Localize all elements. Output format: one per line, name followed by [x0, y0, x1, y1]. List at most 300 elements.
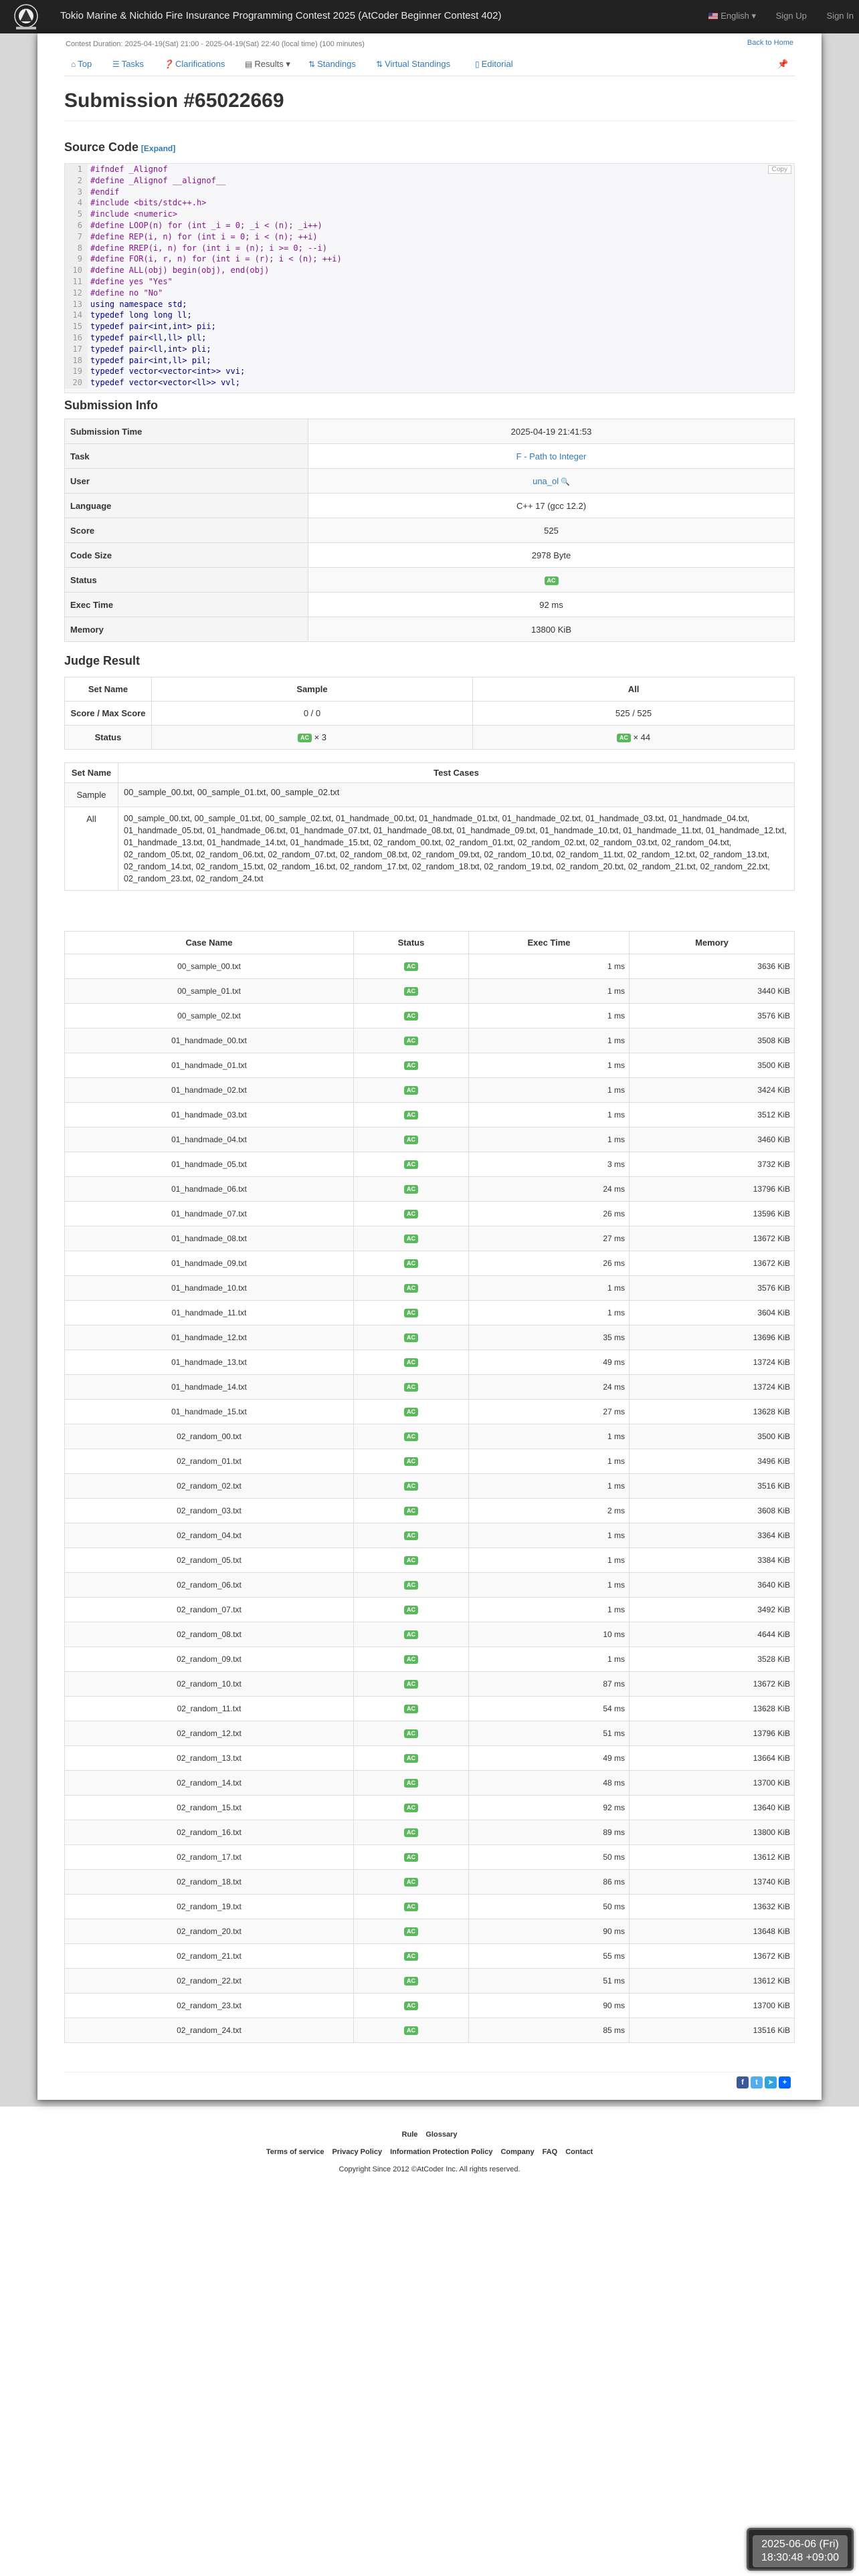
- case-name: 01_handmade_01.txt: [65, 1053, 354, 1078]
- case-exec-time: 50 ms: [469, 1845, 630, 1870]
- case-exec-time: 1 ms: [469, 1424, 630, 1449]
- code-text: typedef vector<vector<int>> vvi;: [90, 366, 246, 377]
- code-text: typedef long long ll;: [90, 310, 192, 320]
- info-value: [308, 419, 795, 444]
- telegram-share-icon[interactable]: ➤: [765, 2076, 777, 2088]
- status-badge: AC: [404, 1185, 418, 1194]
- pin-icon[interactable]: 📌: [777, 59, 789, 69]
- code-line: [65, 332, 794, 344]
- sign-in-link[interactable]: Sign In: [826, 11, 854, 21]
- table-row: [65, 1004, 795, 1029]
- info-key: Task: [65, 444, 308, 469]
- table-row: [65, 1548, 795, 1573]
- table-row: [65, 1103, 795, 1128]
- code-text: #define LOOP(n) for (int _i = 0; _i < (n); _i++): [90, 220, 322, 230]
- case-memory: 13632 KiB: [630, 1895, 795, 1919]
- case-status: [354, 1029, 469, 1053]
- table-row: [65, 1350, 795, 1375]
- line-number: 1: [65, 164, 88, 175]
- tab-tasks[interactable]: ☰ Tasks: [112, 59, 144, 69]
- info-value: [308, 593, 795, 617]
- case-name: 00_sample_00.txt: [65, 954, 354, 979]
- code-line: [65, 175, 794, 187]
- status-badge: AC: [404, 1383, 418, 1392]
- clock-date: 2025-06-06 (Fri): [761, 2539, 839, 2550]
- case-name: 01_handmade_05.txt: [65, 1152, 354, 1177]
- case-memory: 3576 KiB: [630, 1276, 795, 1301]
- footer-link[interactable]: Company: [500, 2148, 535, 2156]
- table-row: [65, 1820, 795, 1845]
- case-memory: 13796 KiB: [630, 1721, 795, 1746]
- case-status: [354, 1350, 469, 1375]
- case-name: 02_random_07.txt: [65, 1598, 354, 1622]
- case-status: [354, 1845, 469, 1870]
- col-set-name: Set Name: [65, 763, 118, 783]
- status-badge: AC: [404, 1136, 418, 1144]
- status-badge: AC: [404, 1457, 418, 1466]
- status-badge: AC: [404, 1878, 418, 1887]
- status-badge: AC: [404, 1235, 418, 1243]
- case-exec-time: 55 ms: [469, 1944, 630, 1969]
- code-text: #endif: [90, 187, 120, 197]
- line-number: 20: [65, 377, 88, 389]
- results-icon: ▤: [245, 60, 253, 69]
- table-row: [65, 1672, 795, 1697]
- table-row: [65, 1325, 795, 1350]
- table-row: [65, 1128, 795, 1152]
- page-title: Submission #65022669: [64, 90, 284, 112]
- status-badge: AC: [404, 1358, 418, 1367]
- case-name: 00_sample_01.txt: [65, 979, 354, 1004]
- code-line: [65, 243, 794, 254]
- facebook-share-icon[interactable]: f: [737, 2076, 749, 2088]
- table-row: [65, 1746, 795, 1771]
- case-name: 02_random_21.txt: [65, 1944, 354, 1969]
- status-badge: AC: [404, 1754, 418, 1763]
- col-sample: Sample: [152, 677, 473, 702]
- info-value-text: 92 ms: [539, 599, 563, 610]
- case-memory: 13740 KiB: [630, 1870, 795, 1895]
- tab-virtual-standings[interactable]: ⇅ Virtual Standings: [376, 59, 451, 69]
- table-row: [65, 1474, 795, 1499]
- code-line: [65, 276, 794, 288]
- case-memory: 3492 KiB: [630, 1598, 795, 1622]
- status-badge: AC: [404, 1828, 418, 1837]
- code-text: #include <bits/stdc++.h>: [90, 198, 207, 208]
- case-status: [354, 1424, 469, 1449]
- table-row: [65, 1449, 795, 1474]
- case-status: [354, 1449, 469, 1474]
- line-number: 16: [65, 332, 88, 344]
- status-badge: AC: [404, 1977, 418, 1985]
- case-memory: 3384 KiB: [630, 1548, 795, 1573]
- case-status: [354, 1895, 469, 1919]
- clock-widget: [747, 2528, 854, 2571]
- line-number: 18: [65, 355, 88, 366]
- footer-link[interactable]: Contact: [565, 2148, 593, 2156]
- twitter-share-icon[interactable]: t: [751, 2076, 763, 2088]
- code-text: #define _Alignof __alignof__: [90, 175, 226, 185]
- case-name: 02_random_18.txt: [65, 1870, 354, 1895]
- col-all: All: [473, 677, 795, 702]
- info-value: [308, 568, 795, 593]
- expand-button[interactable]: [Expand]: [140, 144, 176, 153]
- code-line: [65, 377, 794, 389]
- case-name: 02_random_02.txt: [65, 1474, 354, 1499]
- case-name: 02_random_23.txt: [65, 1994, 354, 2018]
- source-code-block[interactable]: [64, 163, 795, 393]
- code-line: [65, 253, 794, 265]
- case-exec-time: 26 ms: [469, 1251, 630, 1276]
- footer-link[interactable]: Information Protection Policy: [390, 2148, 493, 2156]
- case-status: [354, 1103, 469, 1128]
- tab-top[interactable]: ⌂ Top: [71, 59, 92, 69]
- info-value-text: 2978 Byte: [531, 550, 571, 560]
- case-status: [354, 1672, 469, 1697]
- table-row: [65, 1202, 795, 1226]
- info-row: [65, 419, 795, 444]
- case-name: 02_random_19.txt: [65, 1895, 354, 1919]
- case-name: 01_handmade_03.txt: [65, 1103, 354, 1128]
- case-name: 02_random_01.txt: [65, 1449, 354, 1474]
- case-name: 02_random_08.txt: [65, 1622, 354, 1647]
- code-text: #include <numeric>: [90, 209, 178, 219]
- case-memory: 3460 KiB: [630, 1128, 795, 1152]
- case-status: [354, 1499, 469, 1523]
- case-memory: 13628 KiB: [630, 1697, 795, 1721]
- info-row: [65, 543, 795, 568]
- case-memory: 13672 KiB: [630, 1226, 795, 1251]
- case-memory: 13664 KiB: [630, 1746, 795, 1771]
- case-status: [354, 1746, 469, 1771]
- status-badge: AC: [617, 734, 631, 742]
- case-exec-time: 92 ms: [469, 1796, 630, 1820]
- code-text: #define RREP(i, n) for (int i = (n); i >= 0; --i): [90, 243, 328, 253]
- line-number: 5: [65, 209, 88, 220]
- col-status: Status: [354, 932, 469, 954]
- status-badge: AC: [404, 1853, 418, 1862]
- case-exec-time: 1 ms: [469, 1053, 630, 1078]
- contest-title[interactable]: Tokio Marine & Nichido Fire Insurance Programming Contest 2025 (AtCoder Beginner Contest 402): [60, 10, 502, 21]
- case-memory: 13596 KiB: [630, 1202, 795, 1226]
- case-status: [354, 1870, 469, 1895]
- case-exec-time: 1 ms: [469, 1573, 630, 1598]
- status-badge: AC: [404, 1037, 418, 1045]
- table-row: [65, 1078, 795, 1103]
- table-row: [65, 1919, 795, 1944]
- table-row: [65, 1424, 795, 1449]
- status-badge: AC: [404, 1210, 418, 1218]
- case-exec-time: 26 ms: [469, 1202, 630, 1226]
- case-status: [354, 1004, 469, 1029]
- status-badge: AC: [404, 1804, 418, 1812]
- case-exec-time: 1 ms: [469, 1523, 630, 1548]
- case-status: [354, 1548, 469, 1573]
- status-badge: AC: [404, 1606, 418, 1614]
- status-badge: AC: [404, 1482, 418, 1491]
- case-name: 01_handmade_15.txt: [65, 1400, 354, 1424]
- footer-link[interactable]: Terms of service: [266, 2148, 324, 2156]
- case-memory: 3604 KiB: [630, 1301, 795, 1325]
- case-name: 01_handmade_08.txt: [65, 1226, 354, 1251]
- case-status: [354, 1796, 469, 1820]
- info-value: [308, 494, 795, 518]
- case-name: 01_handmade_00.txt: [65, 1029, 354, 1053]
- case-name: 01_handmade_10.txt: [65, 1276, 354, 1301]
- footer-link[interactable]: Rule: [401, 2131, 418, 2139]
- status-badge: AC: [404, 2002, 418, 2010]
- status-badge: AC: [404, 1779, 418, 1788]
- case-memory: 3640 KiB: [630, 1573, 795, 1598]
- footer-link[interactable]: Glossary: [425, 2131, 458, 2139]
- home-icon: ⌂: [71, 60, 76, 69]
- case-results-table: [64, 931, 795, 2043]
- sort-icon: ⇅: [308, 60, 316, 69]
- case-exec-time: 1 ms: [469, 1103, 630, 1128]
- code-text: typedef pair<int,ll> pil;: [90, 355, 211, 365]
- all-status: AC × 44: [473, 726, 795, 750]
- case-status: [354, 1202, 469, 1226]
- tab-editorial[interactable]: ▯ Editorial: [475, 59, 513, 69]
- info-value-text: 2025-04-19 21:41:53: [510, 426, 592, 437]
- case-status: [354, 1721, 469, 1746]
- judge-result-table: [64, 677, 795, 750]
- case-name: 01_handmade_02.txt: [65, 1078, 354, 1103]
- case-memory: 3496 KiB: [630, 1449, 795, 1474]
- case-status: [354, 1276, 469, 1301]
- line-number: 15: [65, 321, 88, 332]
- case-exec-time: 24 ms: [469, 1375, 630, 1400]
- sample-status: AC × 3: [152, 726, 473, 750]
- case-status: [354, 1152, 469, 1177]
- status-badge: AC: [404, 2026, 418, 2035]
- status-badge: AC: [404, 1952, 418, 1961]
- case-name: 02_random_13.txt: [65, 1746, 354, 1771]
- code-line: [65, 321, 794, 332]
- case-exec-time: 10 ms: [469, 1622, 630, 1647]
- line-number: 13: [65, 299, 88, 310]
- case-status: [354, 1301, 469, 1325]
- code-text: #ifndef _Alignof: [90, 165, 168, 174]
- table-row: [65, 1969, 795, 1994]
- case-memory: 4644 KiB: [630, 1622, 795, 1647]
- code-line: [65, 164, 794, 175]
- status-badge: AC: [404, 1408, 418, 1416]
- status-badge: AC: [404, 1705, 418, 1713]
- info-key: User: [65, 469, 308, 494]
- line-number: 12: [65, 288, 88, 299]
- case-memory: 13672 KiB: [630, 1944, 795, 1969]
- status-badge: AC: [404, 1309, 418, 1317]
- status-badge: AC: [404, 1729, 418, 1738]
- contest-nav: [64, 53, 795, 76]
- main-container: [37, 33, 822, 2100]
- book-icon: ▯: [475, 60, 480, 69]
- status-badge: AC: [404, 1160, 418, 1169]
- list-icon: ☰: [112, 60, 120, 69]
- status-badge: AC: [404, 1012, 418, 1021]
- set-sample: Sample: [65, 783, 118, 807]
- case-memory: 3528 KiB: [630, 1647, 795, 1672]
- case-status: [354, 1523, 469, 1548]
- sign-up-link[interactable]: Sign Up: [775, 11, 807, 21]
- status-badge: AC: [298, 734, 312, 742]
- table-row: [65, 1301, 795, 1325]
- case-exec-time: 1 ms: [469, 1276, 630, 1301]
- code-text: #define FOR(i, r, n) for (int i = (r); i < (n); ++i): [90, 254, 342, 264]
- divider: [64, 120, 795, 121]
- case-memory: 3576 KiB: [630, 1004, 795, 1029]
- line-number: 11: [65, 276, 88, 288]
- info-row: [65, 617, 795, 642]
- case-exec-time: 51 ms: [469, 1721, 630, 1746]
- info-value-text: 525: [544, 525, 559, 536]
- code-line: [65, 366, 794, 377]
- atcoder-logo[interactable]: [7, 1, 45, 32]
- contest-duration: Contest Duration: 2025-04-19(Sat) 21:00 - 2025-04-19(Sat) 22:40 (local time) (100 minutes): [66, 40, 365, 48]
- case-exec-time: 48 ms: [469, 1771, 630, 1796]
- case-memory: 13700 KiB: [630, 1771, 795, 1796]
- line-number: 10: [65, 265, 88, 276]
- user-link[interactable]: una_ol: [533, 475, 559, 486]
- case-exec-time: 1 ms: [469, 1004, 630, 1029]
- case-memory: 3608 KiB: [630, 1499, 795, 1523]
- case-memory: 13672 KiB: [630, 1672, 795, 1697]
- case-status: [354, 1226, 469, 1251]
- status-badge: AC: [404, 1111, 418, 1119]
- line-number: 9: [65, 253, 88, 265]
- footer-link[interactable]: Privacy Policy: [332, 2148, 383, 2156]
- case-name: 01_handmade_06.txt: [65, 1177, 354, 1202]
- case-exec-time: 1 ms: [469, 979, 630, 1004]
- back-to-home-link[interactable]: Back to Home: [747, 39, 793, 47]
- status-badge: AC: [404, 1507, 418, 1515]
- case-status: [354, 1697, 469, 1721]
- user-nav: [691, 11, 854, 21]
- score-label: Score / Max Score: [65, 702, 152, 726]
- table-row: [65, 1697, 795, 1721]
- case-memory: 13696 KiB: [630, 1325, 795, 1350]
- language-select[interactable]: English ▾: [708, 11, 756, 21]
- case-name: 01_handmade_11.txt: [65, 1301, 354, 1325]
- top-navbar: [0, 0, 859, 33]
- case-status: [354, 1771, 469, 1796]
- table-row: [65, 1845, 795, 1870]
- table-row: [65, 1375, 795, 1400]
- case-status: [354, 1078, 469, 1103]
- task-link[interactable]: F - Path to Integer: [516, 451, 587, 461]
- info-value: [308, 518, 795, 543]
- case-exec-time: 3 ms: [469, 1152, 630, 1177]
- sort-icon: ⇅: [376, 60, 383, 69]
- case-memory: 13672 KiB: [630, 1251, 795, 1276]
- tab-standings[interactable]: ⇅ Standings: [308, 59, 356, 69]
- clock-time: 18:30:48 +09:00: [761, 2552, 840, 2563]
- tab-clarifications[interactable]: ❓ Clarifications: [163, 59, 225, 69]
- line-number: 19: [65, 366, 88, 377]
- status-badge: AC: [404, 1680, 418, 1689]
- case-status: [354, 1820, 469, 1845]
- info-row: [65, 518, 795, 543]
- tab-results[interactable]: ▤ Results ▾: [245, 59, 290, 69]
- case-exec-time: 1 ms: [469, 1474, 630, 1499]
- status-badge: AC: [404, 987, 418, 996]
- case-memory: 13724 KiB: [630, 1375, 795, 1400]
- status-badge: AC: [404, 1556, 418, 1565]
- table-row: [65, 1276, 795, 1301]
- case-memory: 13700 KiB: [630, 1994, 795, 2018]
- info-key: Status: [65, 568, 308, 593]
- case-memory: 13640 KiB: [630, 1796, 795, 1820]
- info-key: Language: [65, 494, 308, 518]
- case-exec-time: 1 ms: [469, 1078, 630, 1103]
- code-text: using namespace std;: [90, 299, 187, 309]
- case-status: [354, 1474, 469, 1499]
- info-key: Code Size: [65, 543, 308, 568]
- case-name: 02_random_09.txt: [65, 1647, 354, 1672]
- code-text: #define REP(i, n) for (int i = 0; i < (n); ++i): [90, 231, 318, 241]
- table-row: [65, 1499, 795, 1523]
- code-line: [65, 265, 794, 276]
- info-row: [65, 469, 795, 494]
- case-memory: 3516 KiB: [630, 1474, 795, 1499]
- case-name: 01_handmade_09.txt: [65, 1251, 354, 1276]
- case-exec-time: 54 ms: [469, 1697, 630, 1721]
- case-memory: 13648 KiB: [630, 1919, 795, 1944]
- table-row: [65, 1523, 795, 1548]
- case-memory: 3440 KiB: [630, 979, 795, 1004]
- case-exec-time: 90 ms: [469, 1994, 630, 2018]
- info-value-text: 13800 KiB: [531, 624, 571, 635]
- info-value: [308, 444, 795, 469]
- case-status: [354, 1944, 469, 1969]
- case-name: 01_handmade_12.txt: [65, 1325, 354, 1350]
- table-row: [65, 1029, 795, 1053]
- code-text: typedef vector<vector<ll>> vvl;: [90, 378, 240, 388]
- footer-link[interactable]: FAQ: [542, 2148, 558, 2156]
- search-icon[interactable]: 🔍: [559, 477, 570, 486]
- case-status: [354, 1919, 469, 1944]
- case-memory: 3508 KiB: [630, 1029, 795, 1053]
- source-code-heading: Source Code [Expand]: [64, 140, 176, 154]
- case-memory: 3500 KiB: [630, 1053, 795, 1078]
- status-badge: AC: [404, 1086, 418, 1095]
- copy-button[interactable]: Copy: [768, 165, 791, 174]
- case-name: 02_random_12.txt: [65, 1721, 354, 1746]
- case-memory: 3732 KiB: [630, 1152, 795, 1177]
- code-line: [65, 220, 794, 231]
- more-share-icon[interactable]: +: [779, 2076, 791, 2088]
- table-row: [65, 1622, 795, 1647]
- info-value-text: C++ 17 (gcc 12.2): [516, 500, 587, 511]
- case-exec-time: 49 ms: [469, 1746, 630, 1771]
- case-name: 02_random_05.txt: [65, 1548, 354, 1573]
- case-status: [354, 1647, 469, 1672]
- col-set-name: Set Name: [65, 677, 152, 702]
- case-name: 02_random_00.txt: [65, 1424, 354, 1449]
- case-status: [354, 979, 469, 1004]
- submission-info-heading: Submission Info: [64, 399, 159, 412]
- col-exec-time: Exec Time: [469, 932, 630, 954]
- code-line: [65, 288, 794, 299]
- case-exec-time: 1 ms: [469, 1029, 630, 1053]
- case-status: [354, 1053, 469, 1078]
- case-status: [354, 1622, 469, 1647]
- case-exec-time: 35 ms: [469, 1325, 630, 1350]
- case-status: [354, 1251, 469, 1276]
- code-line: [65, 197, 794, 209]
- info-value: [308, 543, 795, 568]
